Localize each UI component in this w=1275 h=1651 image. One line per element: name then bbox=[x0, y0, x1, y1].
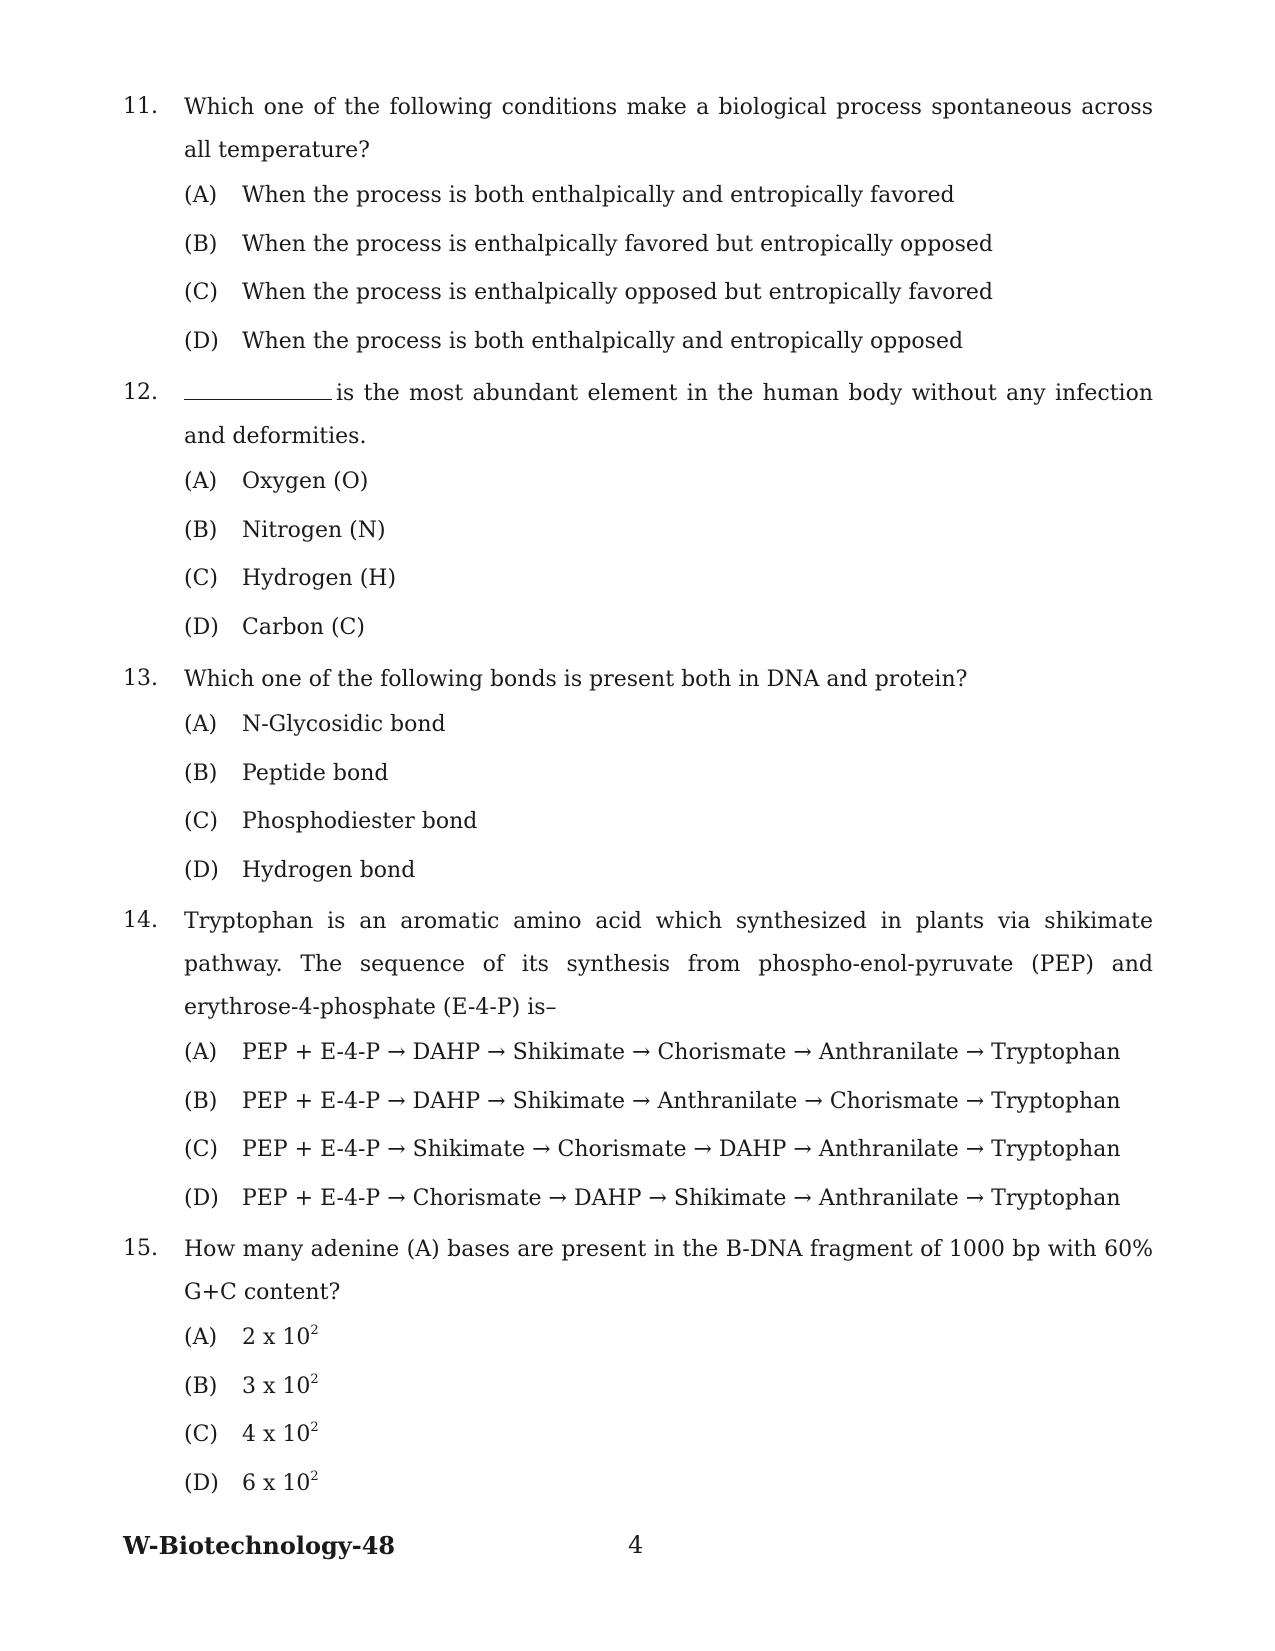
option-label: (B) bbox=[184, 1373, 218, 1399]
option-d bbox=[184, 318, 1153, 367]
option-label: (B) bbox=[184, 1088, 218, 1114]
question-number: 14. bbox=[123, 908, 158, 933]
option-label: (B) bbox=[184, 517, 218, 543]
option-text: When the process is enthalpically favored but entropically opposed bbox=[242, 231, 993, 257]
option-label: (A) bbox=[184, 1325, 218, 1350]
option-text: Phosphodiester bond bbox=[242, 809, 478, 834]
option-label: (C) bbox=[184, 1137, 218, 1162]
option-text: PEP + E-4-P → Shikimate → Chorismate → DAHP → Anthranilate → Tryptophan bbox=[242, 1137, 1121, 1162]
question-14 bbox=[123, 900, 1153, 1223]
question-text: How many adenine (A) bases are present in the B-DNA fragment of 1000 bp with 60% G+C content? bbox=[184, 1237, 1153, 1305]
option-text bbox=[242, 1363, 319, 1411]
option-base: 3 x 10 bbox=[242, 1373, 311, 1399]
option-c bbox=[184, 1126, 1153, 1175]
option-exponent: 2 bbox=[310, 1468, 319, 1484]
option-exponent: 2 bbox=[310, 1371, 319, 1387]
fill-in-blank bbox=[184, 379, 332, 400]
option-text: PEP + E-4-P → Chorismate → DAHP → Shikimate → Anthranilate → Tryptophan bbox=[242, 1185, 1121, 1211]
option-label: (A) bbox=[184, 469, 218, 494]
paper-code: W-Biotechnology-48 bbox=[123, 1531, 396, 1560]
option-label: (D) bbox=[184, 328, 219, 354]
option-label: (A) bbox=[184, 183, 218, 208]
question-number: 13. bbox=[123, 666, 158, 691]
option-text bbox=[242, 1411, 319, 1459]
option-label: (C) bbox=[184, 566, 218, 591]
option-text: When the process is both enthalpically and entropically opposed bbox=[242, 328, 964, 354]
option-label: (A) bbox=[184, 712, 218, 737]
option-b bbox=[184, 507, 1153, 556]
option-label: (C) bbox=[184, 280, 218, 305]
question-12 bbox=[123, 372, 1153, 652]
option-text: Oxygen (O) bbox=[242, 469, 369, 494]
option-c bbox=[184, 1411, 1153, 1460]
question-13 bbox=[123, 658, 1153, 895]
option-a bbox=[184, 701, 1153, 750]
option-text: PEP + E-4-P → DAHP → Shikimate → Anthranilate → Chorismate → Tryptophan bbox=[242, 1088, 1121, 1114]
option-label: (C) bbox=[184, 809, 218, 834]
question-15 bbox=[123, 1228, 1153, 1508]
option-text: Peptide bond bbox=[242, 760, 389, 786]
option-b bbox=[184, 1078, 1153, 1127]
option-c bbox=[184, 798, 1153, 847]
option-text: Nitrogen (N) bbox=[242, 517, 386, 543]
option-text: N-Glycosidic bond bbox=[242, 712, 446, 737]
option-d bbox=[184, 604, 1153, 653]
question-text bbox=[184, 372, 1153, 458]
option-a bbox=[184, 1029, 1153, 1078]
option-b bbox=[184, 750, 1153, 799]
option-text: Hydrogen (H) bbox=[242, 566, 397, 591]
question-text-body: is the most abundant element in the human body without any infection and deformities. bbox=[184, 381, 1153, 449]
option-label: (D) bbox=[184, 1185, 219, 1211]
option-c bbox=[184, 555, 1153, 604]
option-label: (B) bbox=[184, 231, 218, 257]
question-number: 12. bbox=[123, 380, 158, 405]
option-text bbox=[242, 1460, 319, 1508]
option-d bbox=[184, 1175, 1153, 1224]
option-label: (C) bbox=[184, 1422, 218, 1447]
option-label: (A) bbox=[184, 1040, 218, 1065]
option-label: (D) bbox=[184, 1470, 219, 1496]
option-b bbox=[184, 1363, 1153, 1412]
option-base: 4 x 10 bbox=[242, 1422, 311, 1447]
option-a bbox=[184, 458, 1153, 507]
option-text: When the process is both enthalpically and entropically favored bbox=[242, 183, 955, 208]
option-label: (D) bbox=[184, 614, 219, 640]
option-base: 6 x 10 bbox=[242, 1470, 311, 1496]
option-label: (D) bbox=[184, 857, 219, 883]
question-text: Tryptophan is an aromatic amino acid which synthesized in plants via shikimate pathway. The sequence of its synthesis from phospho-enol-pyruvate (PEP) and erythrose-4-phosphate (E-4-P) is– bbox=[184, 909, 1153, 1020]
option-b bbox=[184, 221, 1153, 270]
option-exponent: 2 bbox=[310, 1323, 319, 1338]
question-text: Which one of the following conditions make a biological process spontaneous across all temperature? bbox=[184, 95, 1153, 163]
option-text bbox=[242, 1314, 319, 1362]
question-text: Which one of the following bonds is present both in DNA and protein? bbox=[184, 667, 968, 692]
option-text: Carbon (C) bbox=[242, 614, 365, 640]
question-number: 15. bbox=[123, 1236, 158, 1261]
option-d bbox=[184, 847, 1153, 896]
option-label: (B) bbox=[184, 760, 218, 786]
option-exponent: 2 bbox=[310, 1420, 319, 1435]
option-d bbox=[184, 1460, 1153, 1509]
option-text: Hydrogen bond bbox=[242, 857, 416, 883]
page-number: 4 bbox=[628, 1531, 644, 1559]
option-a bbox=[184, 1314, 1153, 1363]
option-a bbox=[184, 172, 1153, 221]
question-11 bbox=[123, 86, 1153, 366]
option-c bbox=[184, 269, 1153, 318]
option-text: PEP + E-4-P → DAHP → Shikimate → Chorismate → Anthranilate → Tryptophan bbox=[242, 1040, 1121, 1065]
option-text: When the process is enthalpically opposed but entropically favored bbox=[242, 280, 993, 305]
question-number: 11. bbox=[123, 94, 158, 119]
option-base: 2 x 10 bbox=[242, 1325, 311, 1350]
